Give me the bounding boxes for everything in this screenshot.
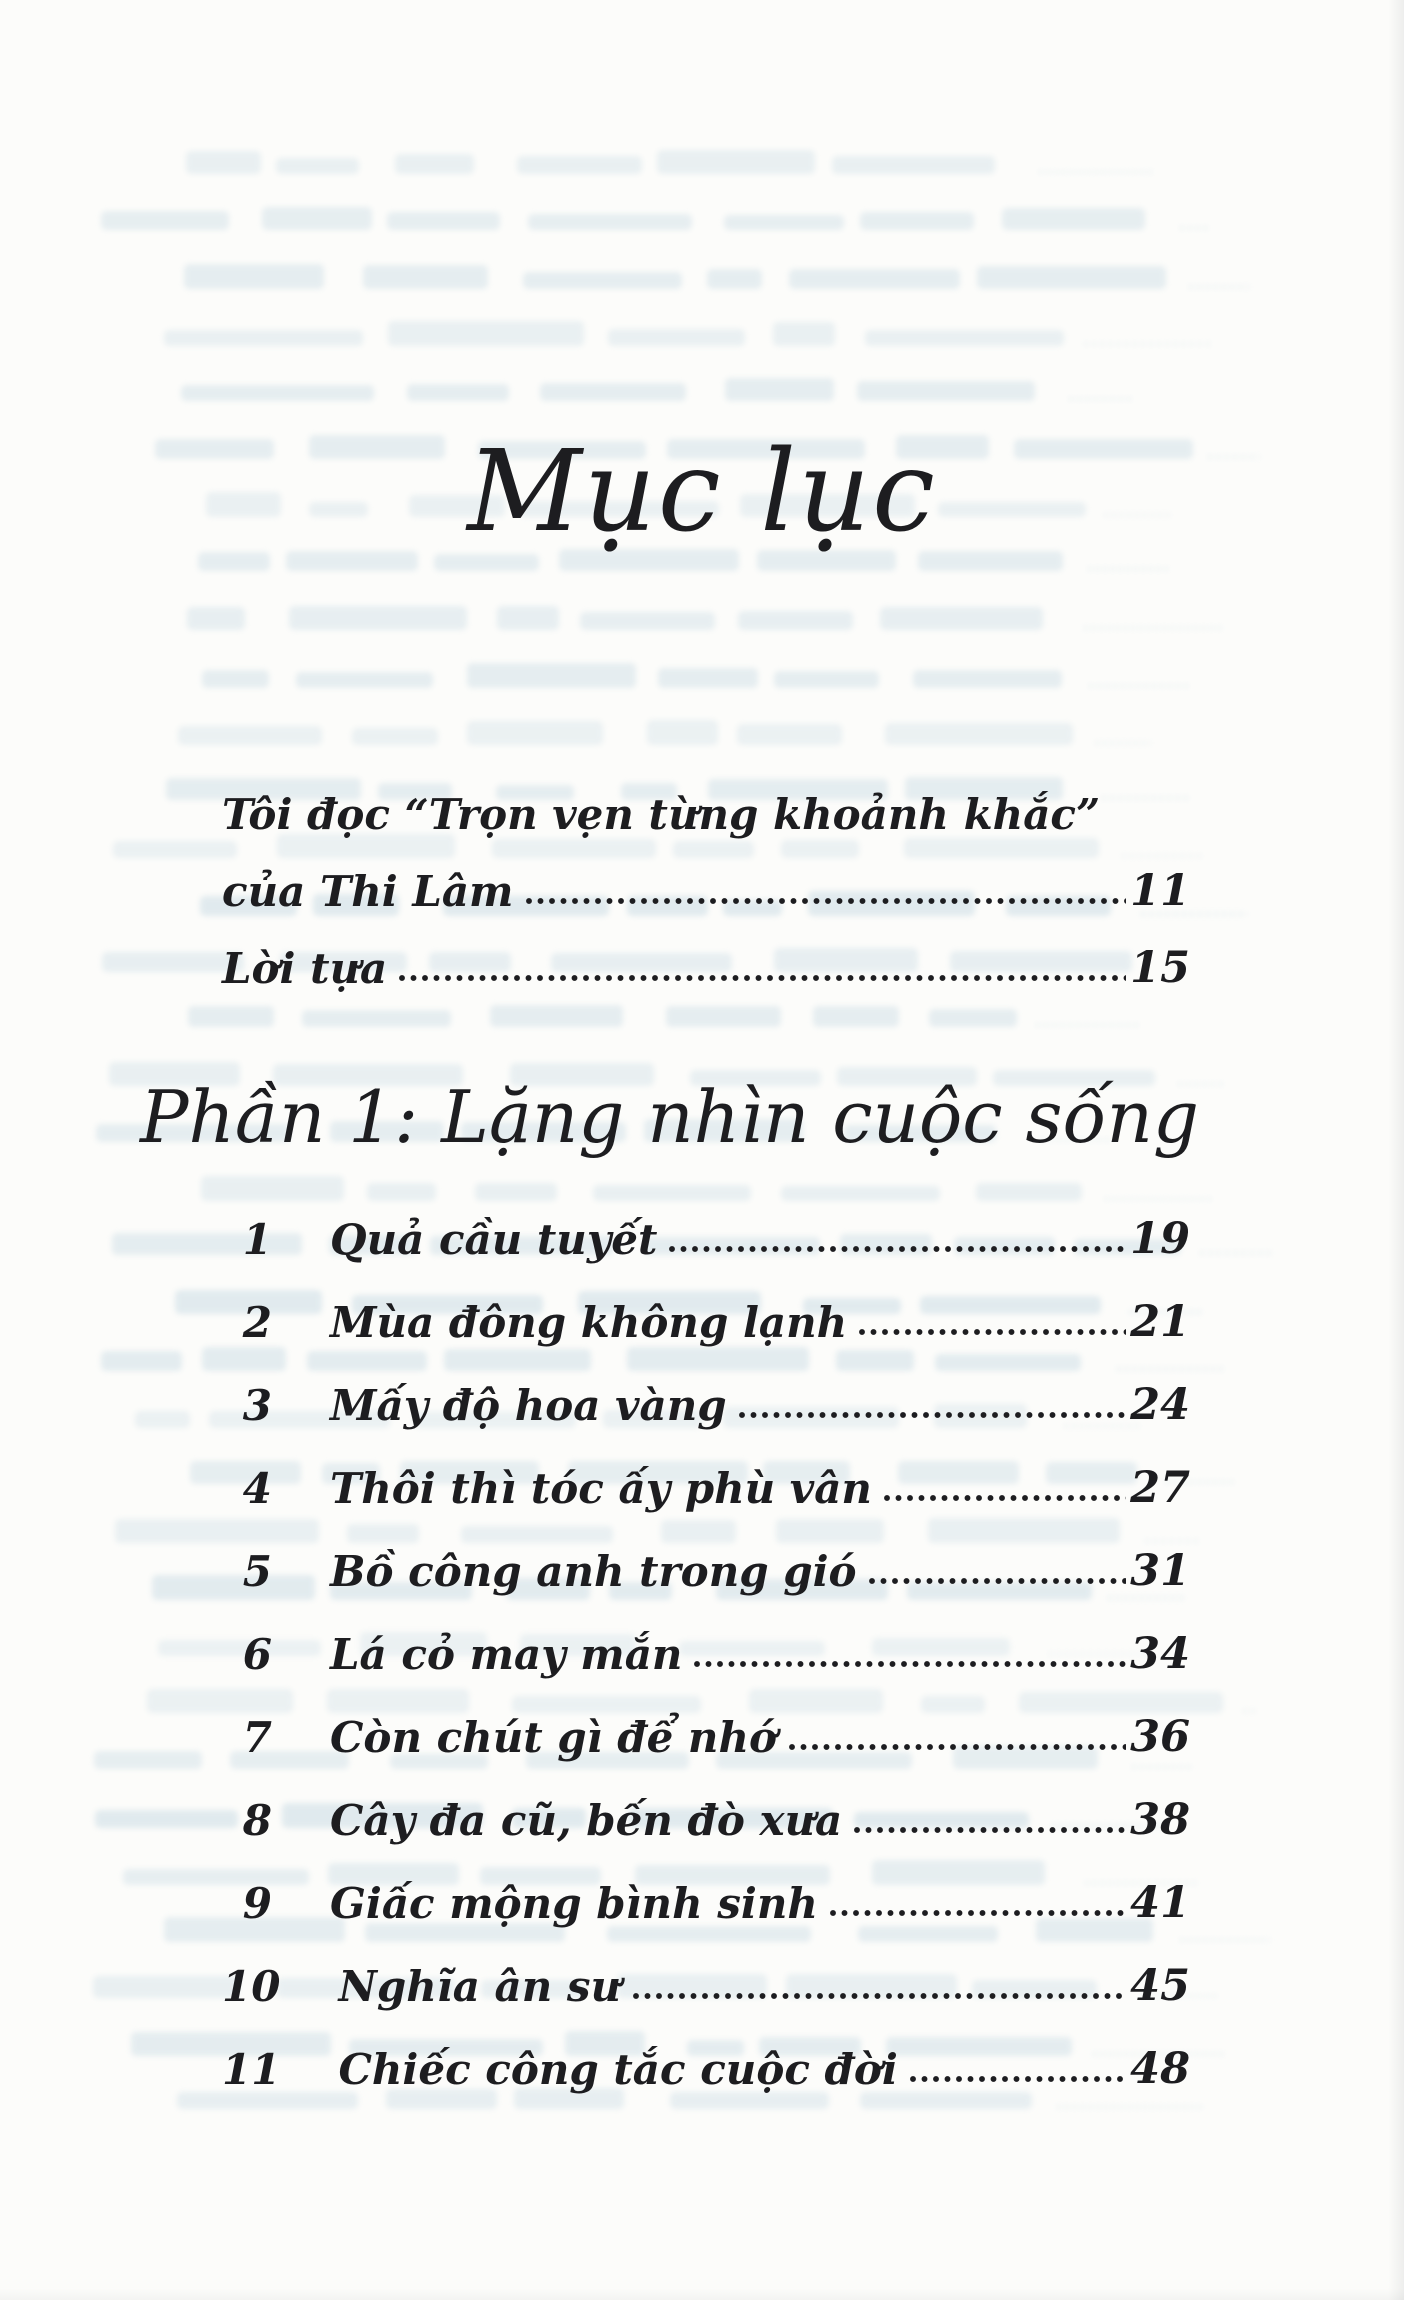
dot-leader	[828, 1906, 1126, 1919]
entry-title: Cây đa cũ, bến đò xưa	[330, 1795, 843, 1845]
entry-number: 3	[242, 1380, 272, 1430]
toc-entry	[222, 1179, 1190, 1262]
page-edge-shadow	[0, 2288, 1404, 2300]
toc-intro-item	[222, 914, 1190, 991]
entry-page-number: 38	[1130, 1794, 1190, 1845]
entry-number: 10	[222, 1961, 281, 2011]
intro-item-line1: Tôi đọc “Trọn vẹn từng khoảnh khắc”	[222, 789, 1101, 839]
entry-number: 2	[242, 1297, 272, 1347]
entry-title: Còn chút gì để nhớ	[330, 1712, 778, 1762]
entry-number: 9	[242, 1878, 272, 1928]
toc-intro-item	[222, 837, 1190, 914]
toc-intro-item	[222, 760, 1190, 837]
entry-title: Nghĩa ân sư	[338, 1961, 622, 2011]
toc-entry	[222, 1511, 1190, 1594]
dot-leader	[524, 894, 1127, 907]
entry-page-number: 41	[1130, 1877, 1190, 1928]
toc-entry	[222, 1843, 1190, 1926]
dot-leader	[397, 971, 1126, 984]
toc-entry	[222, 1926, 1190, 2009]
toc-entry	[222, 1677, 1190, 1760]
entry-page-number: 36	[1130, 1711, 1190, 1762]
entry-page-number: 45	[1130, 1960, 1190, 2011]
entry-title: Giấc mộng bình sinh	[330, 1878, 818, 1928]
entry-page-number: 31	[1130, 1545, 1190, 1596]
entry-title: Mấy độ hoa vàng	[330, 1380, 727, 1430]
entry-number: 1	[242, 1214, 272, 1264]
entry-page-number: 24	[1130, 1379, 1190, 1430]
page-edge-shadow	[1388, 0, 1404, 2300]
dot-leader	[692, 1657, 1126, 1670]
entry-number: 8	[242, 1795, 272, 1845]
dot-leader	[908, 2072, 1126, 2085]
entry-title: Mùa đông không lạnh	[330, 1297, 848, 1347]
entry-title: Bồ công anh trong gió	[330, 1546, 857, 1596]
dot-leader	[631, 1989, 1126, 2002]
toc-entries-list	[222, 1179, 1190, 2092]
toc-entry	[222, 1345, 1190, 1428]
dot-leader	[852, 1823, 1126, 1836]
page-number: 15	[1130, 942, 1190, 993]
section-heading-script: Phần 1: Lặng nhìn cuộc sống	[140, 1075, 1199, 1159]
entry-number: 6	[242, 1629, 272, 1679]
entry-page-number: 19	[1130, 1213, 1190, 1264]
dot-leader	[882, 1491, 1126, 1504]
entry-number: 7	[242, 1712, 272, 1762]
toc-entry	[222, 2009, 1190, 2092]
entry-title: Thôi thì tóc ấy phù vân	[330, 1463, 872, 1513]
entry-page-number: 48	[1130, 2043, 1190, 2094]
entry-page-number: 27	[1130, 1462, 1190, 1513]
page-title-script: Mục lục	[467, 427, 937, 557]
entry-page-number: 21	[1130, 1296, 1190, 1347]
toc-entry	[222, 1262, 1190, 1345]
intro-toc-block	[222, 760, 1190, 991]
entry-page-number: 34	[1130, 1628, 1190, 1679]
intro-item-label: Lời tựa	[222, 943, 388, 993]
entry-title: Lá cỏ may mắn	[330, 1629, 683, 1679]
page-number: 11	[1130, 865, 1190, 916]
entry-number: 5	[242, 1546, 272, 1596]
dot-leader	[667, 1242, 1126, 1255]
entry-title: Chiếc công tắc cuộc đời	[338, 2044, 898, 2094]
entry-number: 4	[242, 1463, 272, 1513]
entry-number: 11	[222, 2044, 281, 2094]
entry-title: Quả cầu tuyết	[330, 1214, 658, 1264]
dot-leader	[787, 1740, 1126, 1753]
toc-entry	[222, 1428, 1190, 1511]
dot-leader	[737, 1408, 1127, 1421]
dot-leader	[857, 1325, 1126, 1338]
toc-entry	[222, 1594, 1190, 1677]
toc-entry	[222, 1760, 1190, 1843]
intro-item-line2: của Thi Lâm	[222, 866, 514, 916]
dot-leader	[867, 1574, 1127, 1587]
